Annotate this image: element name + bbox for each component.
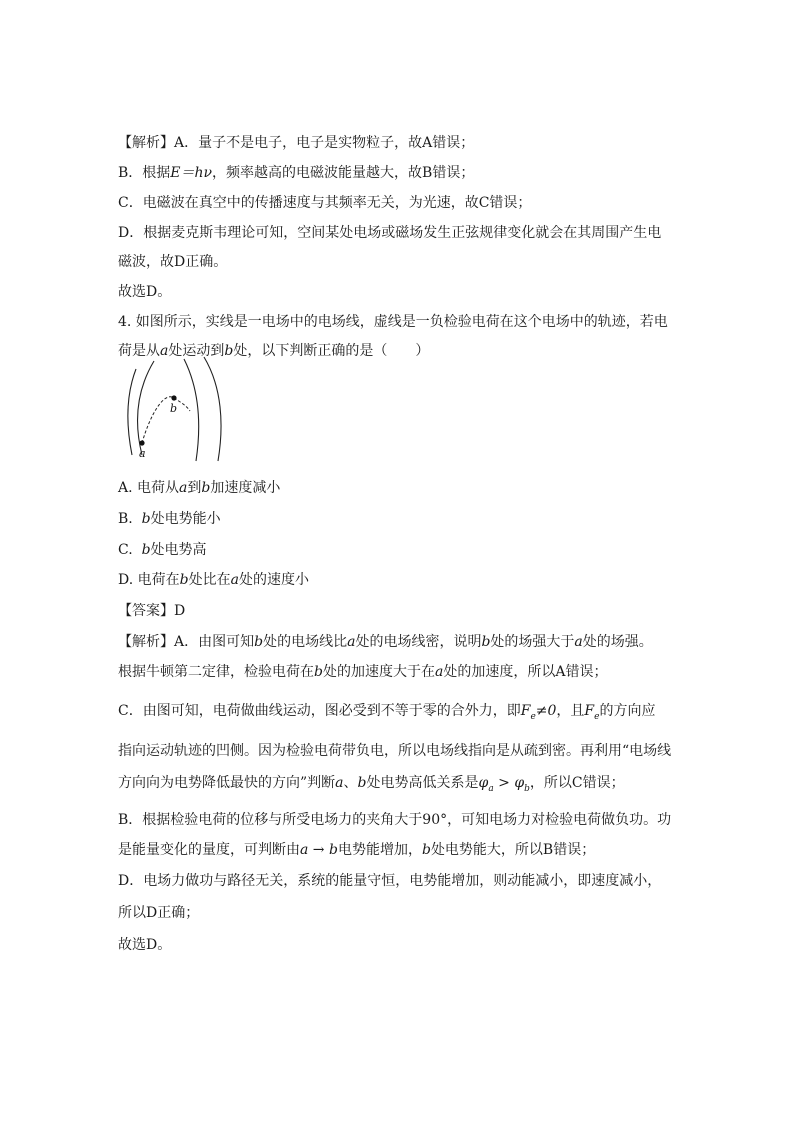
var-a: a bbox=[230, 572, 239, 588]
phi: φ bbox=[478, 775, 489, 791]
var-b: b bbox=[314, 664, 323, 680]
explanation2-line4: 指向运动轨迹的凹侧。因为检验电荷带负电，所以电场线指向是从疏到密。再利用“电场线 bbox=[118, 743, 672, 759]
var-a: a bbox=[300, 842, 309, 858]
arrow: → bbox=[308, 842, 329, 858]
var-b: b bbox=[224, 343, 234, 359]
subscript-b: b bbox=[524, 783, 530, 794]
subscript-e: e bbox=[594, 711, 600, 722]
question-line1: 4. 如图所示，实线是一电场中的电场线，虚线是一负检验电荷在这个电场中的轨迹，若电 bbox=[118, 314, 668, 330]
text: 处电势能小 bbox=[150, 511, 221, 527]
text: C．由图可知，电荷做曲线运动，图必受到不等于零的合外力，即 bbox=[118, 703, 521, 719]
var-b: b bbox=[421, 842, 431, 858]
text: 处的场强。 bbox=[582, 634, 653, 650]
explanation1-line-a: 【解析】A．量子不是电子，电子是实物粒子，故A错误； bbox=[118, 135, 475, 151]
text: ，且 bbox=[556, 703, 585, 719]
text: B. bbox=[118, 511, 142, 527]
text: 处比在 bbox=[188, 572, 231, 588]
var-a: a bbox=[347, 634, 356, 650]
text: 处，以下判断正确的是（ ） bbox=[233, 343, 430, 359]
text: 处电势能大，所以B错误； bbox=[430, 842, 596, 858]
text: ，所以C错误； bbox=[529, 775, 625, 791]
text: 方向向为电势降低最快的方向”判断 bbox=[118, 775, 336, 791]
explanation2-line2 bbox=[118, 662, 607, 682]
point-b bbox=[171, 395, 176, 400]
option-d bbox=[118, 570, 309, 590]
var-a: a bbox=[335, 775, 344, 791]
text: 处的电场线比 bbox=[263, 634, 348, 650]
text: 处的场强大于 bbox=[490, 634, 575, 650]
text: 到 bbox=[187, 480, 202, 496]
trajectory-dashed bbox=[142, 397, 190, 443]
var-a: a bbox=[160, 343, 169, 359]
text: 处的速度小 bbox=[238, 572, 309, 588]
var-a: a bbox=[179, 480, 188, 496]
point-a bbox=[139, 440, 144, 445]
var-b: b bbox=[254, 634, 264, 650]
explanation2-line7 bbox=[118, 840, 595, 860]
var-b: b bbox=[141, 511, 151, 527]
text: 是能量变化的量度，可判断由 bbox=[118, 842, 300, 858]
explanation2-conclusion: 故选D。 bbox=[118, 937, 172, 953]
option-b bbox=[118, 509, 221, 529]
text: 处的电场线密，说明 bbox=[355, 634, 482, 650]
explanation1-line-b bbox=[118, 163, 474, 183]
explanation1-line-d2: 磁波，故D正确。 bbox=[118, 254, 228, 270]
subscript-e: e bbox=[530, 711, 536, 722]
label-b: b bbox=[170, 402, 178, 415]
var-f: F bbox=[584, 703, 595, 719]
field-lines-figure bbox=[122, 355, 232, 465]
text: 【解析】A．由图可知 bbox=[118, 634, 255, 650]
field-line-1 bbox=[128, 369, 136, 455]
explanation2-line5 bbox=[118, 773, 625, 799]
text: 处的加速度，所以A错误； bbox=[443, 664, 608, 680]
explanation1-line-c: C．电磁波在真空中的传播速度与其频率无关，为光速，故C错误； bbox=[118, 195, 532, 211]
text: 加速度减小 bbox=[210, 480, 281, 496]
var-f: F bbox=[520, 703, 531, 719]
field-line-4 bbox=[204, 357, 221, 461]
var-b: b bbox=[201, 480, 211, 496]
text: 电势能增加， bbox=[337, 842, 422, 858]
text: 处电势高 bbox=[150, 542, 207, 558]
answer-line: 【答案】D bbox=[118, 603, 186, 619]
var-b: b bbox=[357, 775, 367, 791]
explanation2-line1 bbox=[118, 632, 653, 652]
text: 荷是从 bbox=[118, 343, 160, 359]
explanation2-line8: D．电场力做功与路径无关，系统的能量守恒，电势能增加，则动能减小，即速度减小， bbox=[118, 873, 662, 889]
text: 的方向应 bbox=[599, 703, 656, 719]
text: ，频率越高的电磁波能量越大，故B错误； bbox=[212, 165, 475, 181]
text: A. 电荷从 bbox=[118, 480, 180, 496]
var-b: b bbox=[329, 842, 338, 858]
var-b: b bbox=[141, 542, 151, 558]
option-a bbox=[118, 478, 280, 498]
text: 处运动到 bbox=[168, 343, 225, 359]
text: 处的加速度大于在 bbox=[322, 664, 435, 680]
phi: φ bbox=[514, 775, 525, 791]
text: 、 bbox=[343, 775, 358, 791]
var-a: a bbox=[434, 664, 444, 680]
field-line-2 bbox=[138, 361, 154, 455]
option-c bbox=[118, 540, 207, 560]
formula-e-hv: E＝hν bbox=[170, 165, 213, 181]
text: B．根据 bbox=[118, 165, 171, 181]
text: D. 电荷在 bbox=[118, 572, 180, 588]
explanation2-line6: B．根据检验电荷的位移与所受电场力的夹角大于90°，可知电场力对检验电荷做负功。功 bbox=[118, 812, 672, 828]
text: 处电势高低关系是 bbox=[366, 775, 479, 791]
subscript-a: a bbox=[488, 783, 494, 794]
label-a: a bbox=[139, 447, 146, 460]
explanation1-conclusion: 故选D。 bbox=[118, 284, 172, 300]
text: 根据牛顿第二定律，检验电荷在 bbox=[118, 664, 314, 680]
field-line-3 bbox=[184, 359, 199, 461]
explanation2-line3 bbox=[118, 701, 655, 727]
text: C. bbox=[118, 542, 142, 558]
explanation1-line-d1: D．根据麦克斯韦理论可知，空间某处电场或磁场发生正弦规律变化就会在其周围产生电 bbox=[118, 225, 662, 241]
explanation2-line9: 所以D正确； bbox=[118, 905, 200, 921]
var-b: b bbox=[481, 634, 491, 650]
neq-zero: ≠0 bbox=[535, 703, 557, 719]
greater-than: > bbox=[493, 775, 515, 791]
var-b: b bbox=[179, 572, 189, 588]
var-a: a bbox=[574, 634, 583, 650]
